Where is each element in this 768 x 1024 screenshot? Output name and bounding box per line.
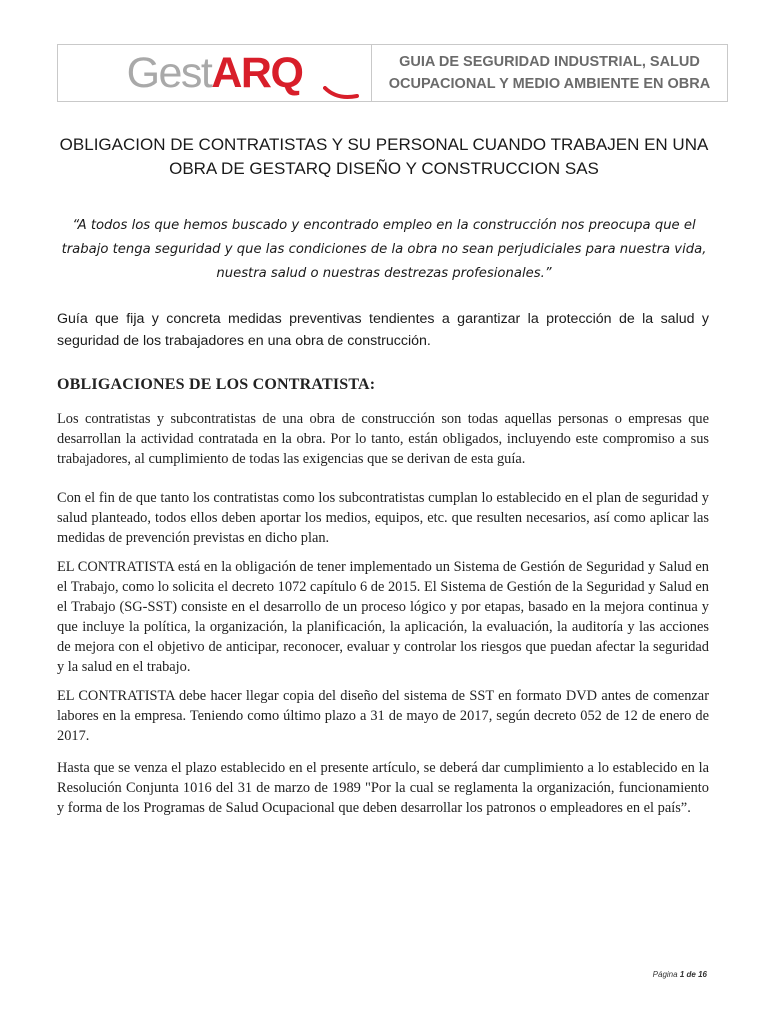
page-number	[653, 970, 707, 979]
logo-text-arq: ARQ	[211, 48, 303, 97]
logo-swoosh-icon	[323, 86, 359, 100]
logo-cell	[58, 45, 372, 101]
paragraph-resolution: Hasta que se venza el plazo establecido en el presente artículo, se deberá dar cumplimiento a lo establecido en la Resolución Conjunta 1016 del 31 de marzo de 1989 "Por la cual se reglamenta la organización, funcionamiento y forma de los Programas de Salud Ocupacional que deben desarrollar los patronos o empleadores en el país”.	[57, 760, 709, 816]
paragraph-dvd-copy: EL CONTRATISTA debe hacer llegar copia del diseño del sistema de SST en formato DVD antes de comenzar labores en la empresa. Teniendo como último plazo a 31 de mayo de 2017, según decreto 052 de 12 de enero de 2017.	[57, 688, 709, 744]
current-page: 1	[679, 970, 685, 979]
paragraph-safety-plan: Con el fin de que tanto los contratistas como los subcontratistas cumplan lo establecido en el plan de seguridad y salud planteado, todos ellos deben aportar los medios, equipos, etc. que resulten necesarios, así como aplicar las medidas de prevención previstas en dicho plan.	[57, 490, 709, 546]
document-title-line1: OBLIGACION DE CONTRATISTAS Y SU PERSONAL CUANDO TRABAJEN EN UNA	[59, 135, 709, 154]
total-pages: 16	[698, 970, 707, 979]
guide-title	[372, 45, 727, 101]
gestarq-logo	[126, 48, 303, 97]
intro-paragraph: Guía que fija y concreta medidas preventivas tendientes a garantizar la protección de la salud y seguridad de los trabajadores en una obra de construcción.	[57, 311, 709, 349]
paragraph-contractors: Los contratistas y subcontratistas de una obra de construcción son todas aquellas personas o empresas que desarrollan la actividad contratada en la obra. Por lo tanto, están obligados, incluyendo este compromiso a sus trabajadores, al cumplimiento de todas las exigencias que se derivan de esta guía.	[57, 411, 709, 467]
of-label: de	[686, 970, 696, 979]
section-title: OBLIGACIONES DE LOS CONTRATISTA:	[57, 376, 376, 393]
guide-title-line2: OCUPACIONAL Y MEDIO AMBIENTE EN OBRA	[388, 76, 711, 92]
guide-title-line1: GUIA DE SEGURIDAD INDUSTRIAL, SALUD	[399, 54, 700, 70]
document-header	[57, 44, 728, 102]
quote: “A todos los que hemos buscado y encontrado empleo en la construcción nos preocupa que el trabajo tenga seguridad y que las condiciones de la obra no sean perjudiciales para nuestra vida, nuestra salud o nuestras destrezas profesionales.”	[61, 218, 707, 281]
paragraph-sg-sst: EL CONTRATISTA está en la obligación de tener implementado un Sistema de Gestión de Seguridad y Salud en el Trabajo, como lo solicita el decreto 1072 capítulo 6 de 2015. El Sistema de Gestión de la Seguridad y Salud en el Trabajo (SG-SST) consiste en el desarrollo de un proceso lógico y por etapas, basado en la mejora continua y que incluye la política, la organización, la planificación, la aplicación, la evaluación, la auditoría y las acciones de mejora con el objetivo de anticipar, reconocer, evaluar y controlar los riesgos que puedan afectar la seguridad y la salud en el trabajo.	[57, 559, 709, 675]
document-title-line2: OBRA DE GESTARQ DISEÑO Y CONSTRUCCION SAS	[169, 159, 599, 178]
page-label: Página	[652, 970, 678, 979]
logo-text-gest: Gest	[126, 48, 212, 97]
document-title	[40, 133, 728, 181]
